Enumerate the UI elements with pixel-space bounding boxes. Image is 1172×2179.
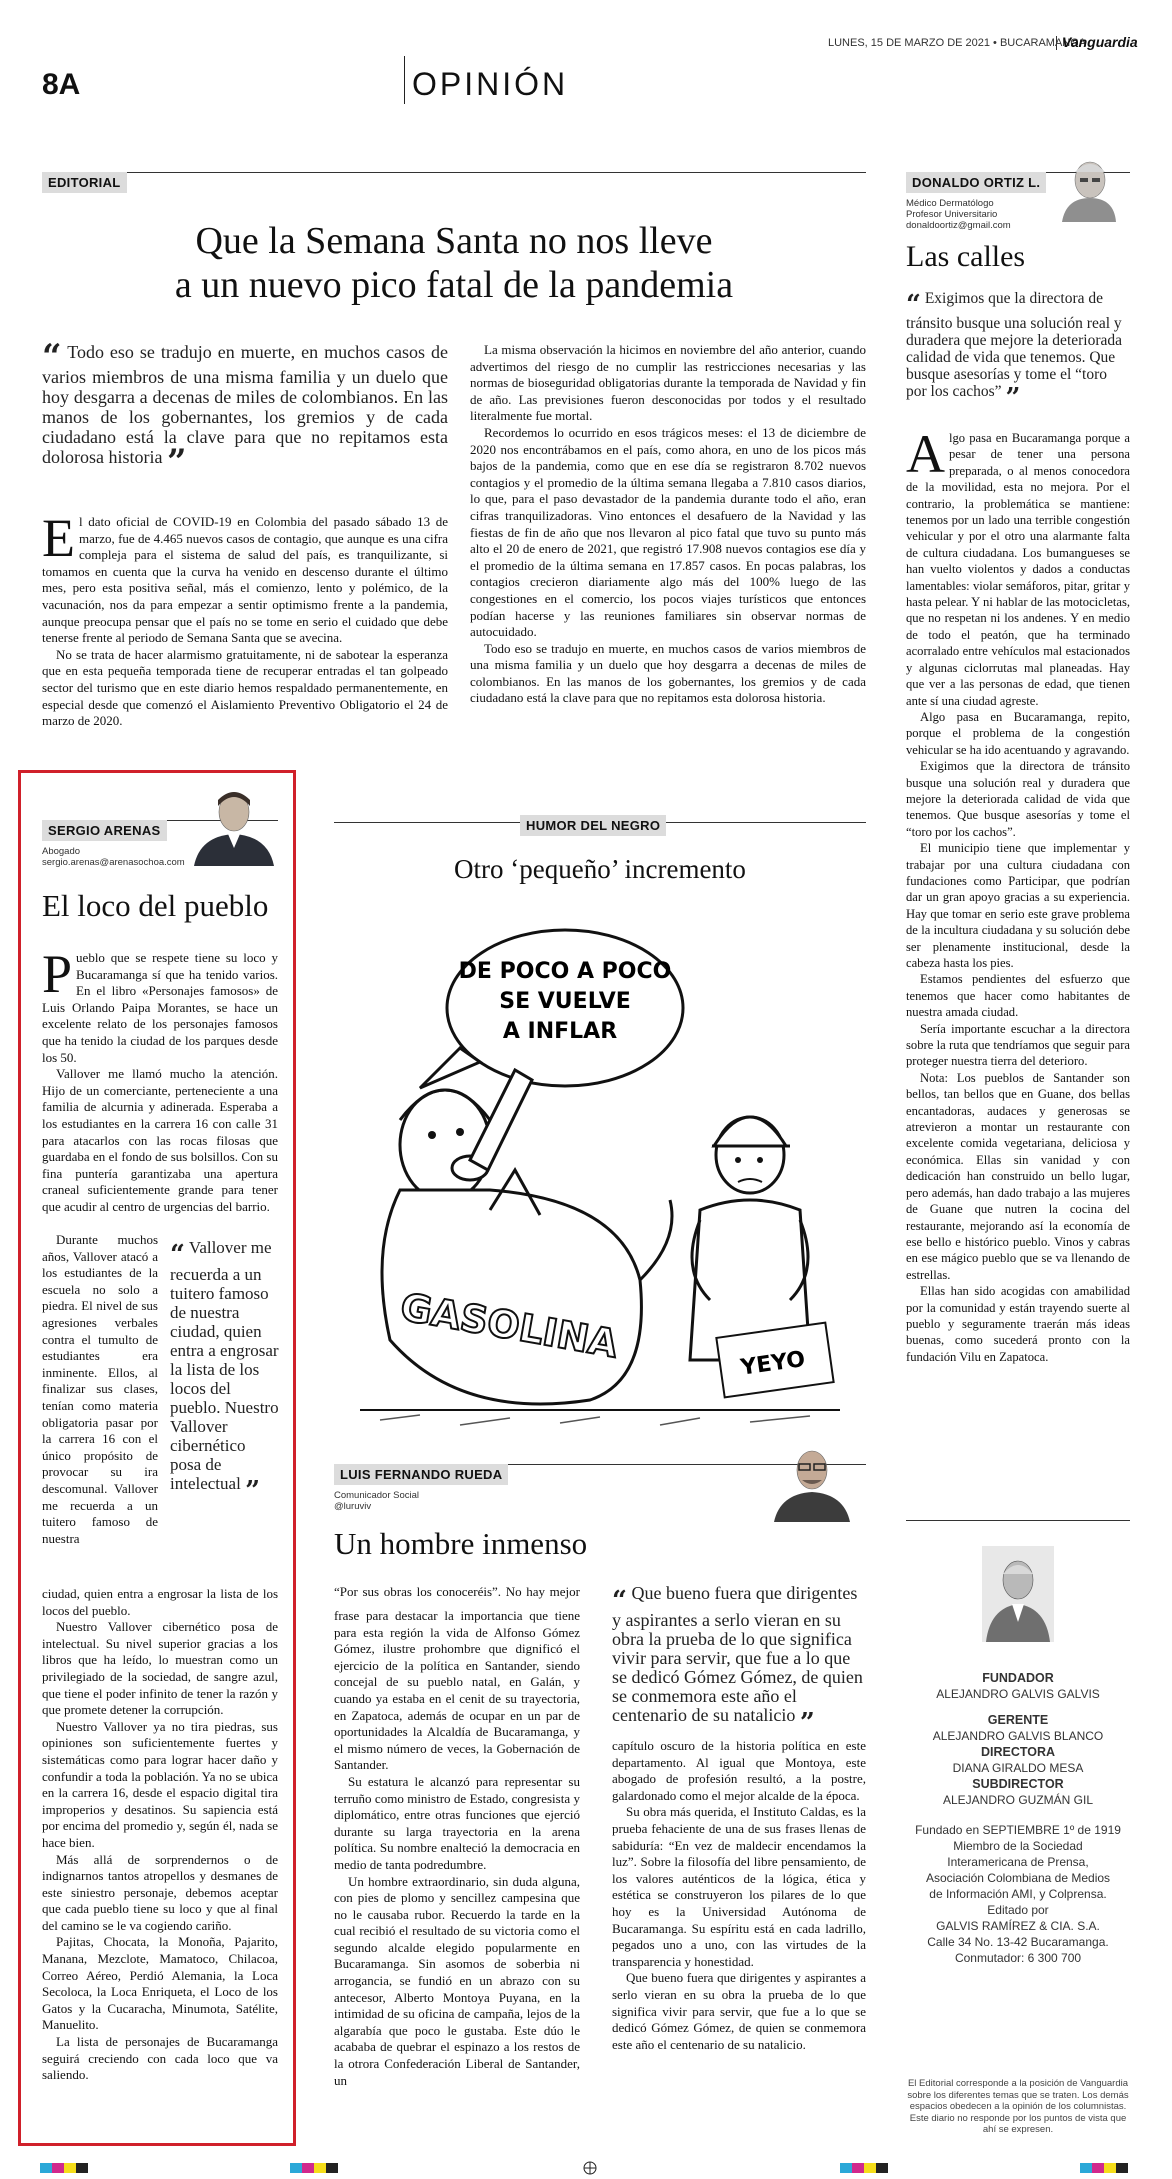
rueda-col-2: capítulo oscuro de la historia política en este departamento. Al igual que Montoya, este abogado de profesión resultó, a la postre, galardonado como el mejor alcalde de la época. Su obra más querida, el Instituto Caldas, es la prueba fehaciente de una de sus frases llenas de sabiduría: “En vez de maldecir encendamos la luz”. Sobre la filosofía del libre pensamiento, de los valores auténticos de la lógica, ética y estética se construyeron los pilares de lo que hoy es la Universidad Autónoma de Bucaramanga. Su espíritu está en cada ladrillo, pegados uno a uno, con las virtudes de la transparencia y honestidad. Que bueno fuera que dirigentes y aspirantes a serlo vieran en su obra la prueba de lo que significa vivir para servir, que fue a lo que se dedicó Gómez Gómez, de quien se conmemora este año el centenario de su natalicio. [612, 1738, 866, 2052]
masthead-disclaimer: El Editorial corresponde a la posición de Vanguardia sobre los diferentes temas que se traten. Los demás espacios obedecen a la opinión de los columnistas. Este diario no responde por los puntos de vista que ahí se expresen. [907, 2078, 1129, 2135]
masthead-rule [906, 1520, 1130, 1521]
header-divider [404, 56, 405, 104]
ortiz-title: Las calles [906, 240, 1026, 273]
founder-portrait [982, 1546, 1054, 1642]
brand-logo: Vanguardia [1062, 34, 1138, 50]
arenas-body-narrow: Durante muchos años, Vallover atacó a los estudiantes de la escuela no solo a piedra. El nivel de sus agresiones verbales contra el tumulto de estudiantes era inminente. Ellos, al finalizar sus clases, tenían como materia obligatoria pasar por la carrera 16 con el único propósito de provocar su ira descomunal. Vallover me recuerda a un tuitero famoso de nuestra [42, 1232, 158, 1546]
rueda-pullquote: “ Que bueno fuera que dirigentes y aspirantes a serlo vieran en su obra la prueba de lo que significa vivir para servir, que fue a lo que se dedicó Gómez Gómez, de quien se conmemora este año el centenario de su natalicio ” [612, 1583, 863, 1738]
open-quote-icon: “ [42, 337, 62, 377]
dateline: LUNES, 15 DE MARZO DE 2021 • BUCARAMANGA [828, 37, 1087, 49]
dropcap: P [42, 944, 73, 1004]
open-quote-icon: “ [906, 290, 921, 320]
arenas-body-top: Pueblo que se respete tiene su loco y Bucaramanga sí que ha tenido varios. En el libro «Personajes famosos» de Luis Orlando Paipa Morantes, se hace un excelente relato de los personajes famosos que ha tenido la ciudad de los parques desde los 50. Vallover me llamó mucho la atención. Hijo de un comerciante, perteneciente a una familia de alcurnia y adinerada. Esperaba a los estudiantes en la carrera 16 con calle 31 para atacarlos con las rocas filosas que guardaba en el fondo de sus bolsillos. Con su fina puntería garantizaba una apertura craneal suficientemente grande para tener que acudir al centro de urgencias del barrio. [42, 944, 278, 1214]
sign-text: YEYO [739, 1346, 807, 1381]
section-title: OPINIÓN [412, 66, 569, 102]
editorial-title-2: a un nuevo pico fatal de la pandemia [174, 264, 734, 306]
editorial-col-2: La misma observación la hicimos en noviembre del año anterior, cuando advertimos del riesgo de no cumplir las restricciones necesarias y las normas de bioseguridad obligatorias durante la temporada de Navidad y fin de año. Las previsiones fueron desconocidas por todos y el resultado literalmente fue mortal. Recordemos lo ocurrido en esos trágicos meses: el 13 de diciembre de 2020 nos encontrábamos en el país, como ahora, en uno de los picos más bajos de la pandemia, como que en ese día se registraron 8.702 nuevos contagios y el promedio de la última semana llegaba a 7.810 casos diarios, lo que, para el paso devastador de la pandemia durante todo el año, eran cifras tranquilizadoras. Vino entonces el desafuero de la Navidad y las fiestas de fin de año que nos llevaron al pico fatal que tuvo su punto más alto el 20 de enero de 2021, que registró 17.908 nuevos contagios ese día y el promedio de la última semana en 17.857 casos. En pocas palabras, los contagios crecieron diariamente algo más del 100% luego de las congestiones en el comercio, los pocos viajes turísticos que entonces podían hacerse y las reuniones familiares sin observar normas de autocuidado. Todo eso se tradujo en muerte, en muchos casos de varios miembros de una misma familia y un duelo que hoy desgarra a decenas de miles de colombianos. En las manos de los gobernantes, los gremios y de cada ciudadano está la clave para que no repitamos esta dolorosa historia. [470, 342, 866, 706]
masthead: FUNDADOR ALEJANDRO GALVIS GALVIS GERENTE ALEJANDRO GALVIS BLANCO DIRECTORA DIANA GIRALDO MESA SUBDIRECTOR ALEJANDRO GUZMÁN GIL Fundado en SEPTIEMBRE 1º de 1919 Miembro de la Sociedad Interamericana de Prensa, Asociación Colombiana de Medios de Información AMI, y Colprensa. Editado por GALVIS RAMÍREZ & CIA. S.A. Calle 34 No. 13-42 Bucaramanga. Conmutador: 6 300 700 [915, 1671, 1121, 1965]
close-quote-icon: ” [245, 1476, 261, 1506]
ortiz-bio: Médico Dermatólogo Profesor Universitario donaldoortiz@gmail.com [906, 198, 1011, 231]
cartoon [340, 920, 860, 1460]
registration-strip [40, 2160, 1140, 2174]
svg-text:SE VUELVE: SE VUELVE [499, 989, 631, 1014]
brand-divider [1056, 36, 1057, 50]
close-quote-icon: ” [799, 1708, 815, 1738]
rueda-label: LUIS FERNANDO RUEDA [334, 1464, 508, 1485]
arenas-title: El loco del pueblo [42, 888, 269, 923]
open-quote-icon: “ [612, 1586, 627, 1616]
arenas-bio: Abogado sergio.arenas@arenasochoa.com [42, 846, 185, 868]
editorial-quote-text: Todo eso se tradujo en muerte, en muchos casos de varios miembros de una misma familia y un duelo que hoy desgarra a decenas de miles de colombianos. En las manos de los gobernantes, los gremios y de cada ciudadano está la clave para que no repitamos esta dolorosa historia [42, 342, 448, 467]
editorial-pullquote [42, 337, 448, 482]
close-quote-icon: ” [1005, 383, 1021, 413]
ortiz-photo [1060, 154, 1118, 222]
editorial-col-1: El dato oficial de COVID-19 en Colombia del pasado sábado 13 de marzo, fue de 4.465 nuevos casos de contagio, que aunque es una cifra compleja para el sistema de salud del país, es tranquilizante, si tomamos en cuenta que la curva ha venido en descenso durante el último mes, pero esta positiva señal, más el comienzo, lento y polémico, de la vacunación, nos da para empezar a sentir optimismo frente a la pandemia, aunque preocupa pensar que el país no se tome en serio el cuidado que debe tenerse frente al periodo de Semana Santa que se avecina. No se trata de hacer alarmismo gratuitamente, ni de sabotear la esperanza que en esta pequeña temporada tiene de recuperar entradas el tan golpeado sector del turismo que en este diario hemos respaldado permanentemente, en especial desde que comenzó el Aislamiento Preventivo Obligatorio el 24 de marzo de 2020. [42, 508, 448, 729]
humor-title: Otro ‘pequeño’ incremento [454, 854, 746, 884]
ortiz-pullquote: “ Exigimos que la directora de tránsito busque una solución real y duradera que mejore la deteriorada calidad de vida que tenemos. Que busque asesorías y tome el “toro por los cachos” ” [906, 290, 1123, 413]
arenas-photo [190, 782, 276, 866]
dropcap: E [42, 508, 75, 568]
arenas-body-bottom: ciudad, quien entra a engrosar la lista de los locos del pueblo. Nuestro Vallover cibernético posa de intelectual. Su nivel superior gracias a los libros que ha leído, lo muestran como un privilegiado de la sociedad, de sangre azul, que tiene el poder infinito de tener la razón y que promete detener la corrupción. Nuestro Vallover ya no tira piedras, sus opiniones son suficientemente fuertes y sistemáticas como para lograr hacer daño y confundir a toda la población. Ya no se ubica en la carrera 16, desde el espacio digital tira improperios y desatinos. Su sapiencia está por encima del promedio y, según él, nada se hace bien. Más allá de sorprendernos o de indignarnos tantos atropellos y desmanes de este siniestro personaje, debemos aceptar que cada pueblo tiene su loco y que al final del camino se le va cogiendo cariño. Pajitas, Chocata, la Monoña, Pajarito, Manana, Mezclote, Mamatoco, Chilacoa, Correo Aéreo, Perdió Alemania, la Loca Secoloca, la Loca Enriqueta, el Loco de los Gatos y la Cucaracha, Minumota, Satélite, Manuelito. La lista de personajes de Bucaramanga seguirá creciendo con cada loco que va saliendo. [42, 1586, 278, 2083]
close-quote-icon: ” [166, 442, 187, 482]
editorial-label: EDITORIAL [42, 172, 127, 193]
rueda-photo [772, 1440, 852, 1522]
svg-text:A INFLAR: A INFLAR [502, 1019, 618, 1044]
shirt-text: GASOLINA [397, 1284, 622, 1367]
dropcap: A [906, 424, 945, 484]
editorial-title-1: Que la Semana Santa no nos lleve [195, 220, 713, 262]
bubble-text: DE POCO A POCO [458, 959, 672, 984]
rueda-col-1: “Por sus obras los conoceréis”. No hay mejor frase para destacar la importancia que tiene para esta región la vida de Alfonso Gómez Gómez, ilustre prohombre que dignificó el ejercicio de la política en Santander, siendo concejal de su pueblo natal, en Galán, y cuando ya estaba en el cenit de su trayectoria, en Zapatoca, además de ocupar en un par de oportunidades la Alcaldía de Bucaramanga, y el mismo número de veces, la Gobernación de Santander. Su estatura le alcanzó para representar su terruño como ministro de Estado, congresista y diplomático, entre otras funciones que ejerció durante su larga trayectoria en la arena política. Su nombre enalteció la democracia en medio de tanta podredumbre. Un hombre extraordinario, sin duda alguna, con pies de plomo y sencillez campesina que no le causaba rubor. Recuerdo la tarde en la cual recibió el resultado de su victoria como el segundo alcalde elegido popularmente en Bucaramanga. Sin asomos de soberbia ni arrogancia, se fundió en un abrazo con su antecesor, Alberto Montoya Puyana, en la intimidad de su oficina de campaña, lejos de la algarabía que poco le gustaba. Este dúo le acababa de quebrar el espinazo a los restos de la otrora Confederación Liberal de Santander, un [334, 1584, 580, 2088]
arenas-pullquote: “ Vallover me recuerda a un tuitero famoso de nuestra ciudad, quien entra a engrosar la lista de los locos del pueblo. Nuestro Vallover cibernético posa de intelectual ” [170, 1238, 279, 1506]
arenas-label: SERGIO ARENAS [42, 820, 167, 841]
ortiz-body: Algo pasa en Bucaramanga porque a pesar de tener una persona preparada, o al menos conocedora de la movilidad, esta no mejora. Por el contrario, la problemática se mantiene: tenemos por un lado una terrible congestión vehicular y por el otro una alarmante falta de cultura ciudadana. Los bumangueses se han vuelto violentos y dados a conductas lamentables: violar semáforos, pitar, gritar y hasta pelear. Y ni hablar de las motocicletas, que no respetan ni los andenes. Y en medio de todo el peatón, que ha terminado acorralado entre vehículos mal estacionados y algunas ciclorrutas mal planeadas. Hay que ver a las personas de edad, que tienen ante sí una ciudad agreste. Algo pasa en Bucaramanga, repito, porque el problema de la congestión vehicular se ha ido acentuando y agravando. Exigimos que la directora de tránsito busque una solución real y duradera que mejore la deteriorada calidad de vida que tenemos. Que busque asesorías y tome el “toro por los cachos”. El municipio tiene que implementar y trabajar por una cultura ciudadana con fundaciones como Participar, que podrían dar un gran apoyo gracias a su experiencia. Hay que tomar en serio este grave problema de la incultura ciudadana y su solución debe ser plenamente institucional, desde la cabeza hasta los pies. Estamos pendientes del esfuerzo que tenemos que hacer como habitantes de nuestra amada ciudad. Sería importante escuchar a la directora sobre la ruta que tendríamos que seguir para proteger nuestra tierra del deterioro. Nota: Los pueblos de Santander son bellos, tan bellos que en Guane, dos bellas encantadoras, audaces y generosas se atrevieron a montar un restaurante con excelente comida vegetariana, deliciosa y económica. Ellas sin vanidad y con dedicación han construido un bello lugar, pero además, han dado trabajo a las mujeres de Guane que nutren la cocina del restaurante, mejorando así la economía de ese bello e histórico pueblo. Vinos y cabras en ese mágico pueblo que se va llenando de estrellas. Ellas han sido acogidas con amabilidad por la comunidad y están trayendo suerte al pueblo y seguramente traerán más ideas buenas, como sucederá pronto con la fundación Vilu en Zapatoca. [906, 424, 1130, 1364]
ortiz-label: DONALDO ORTIZ L. [906, 172, 1046, 193]
rueda-title: Un hombre inmenso [334, 1526, 588, 1561]
page-number: 8A [42, 68, 81, 101]
open-quote-icon: “ [170, 1240, 185, 1270]
editorial-rule [42, 172, 866, 173]
humor-label: HUMOR DEL NEGRO [520, 815, 666, 836]
rueda-bio: Comunicador Social @luruviv [334, 1490, 420, 1512]
